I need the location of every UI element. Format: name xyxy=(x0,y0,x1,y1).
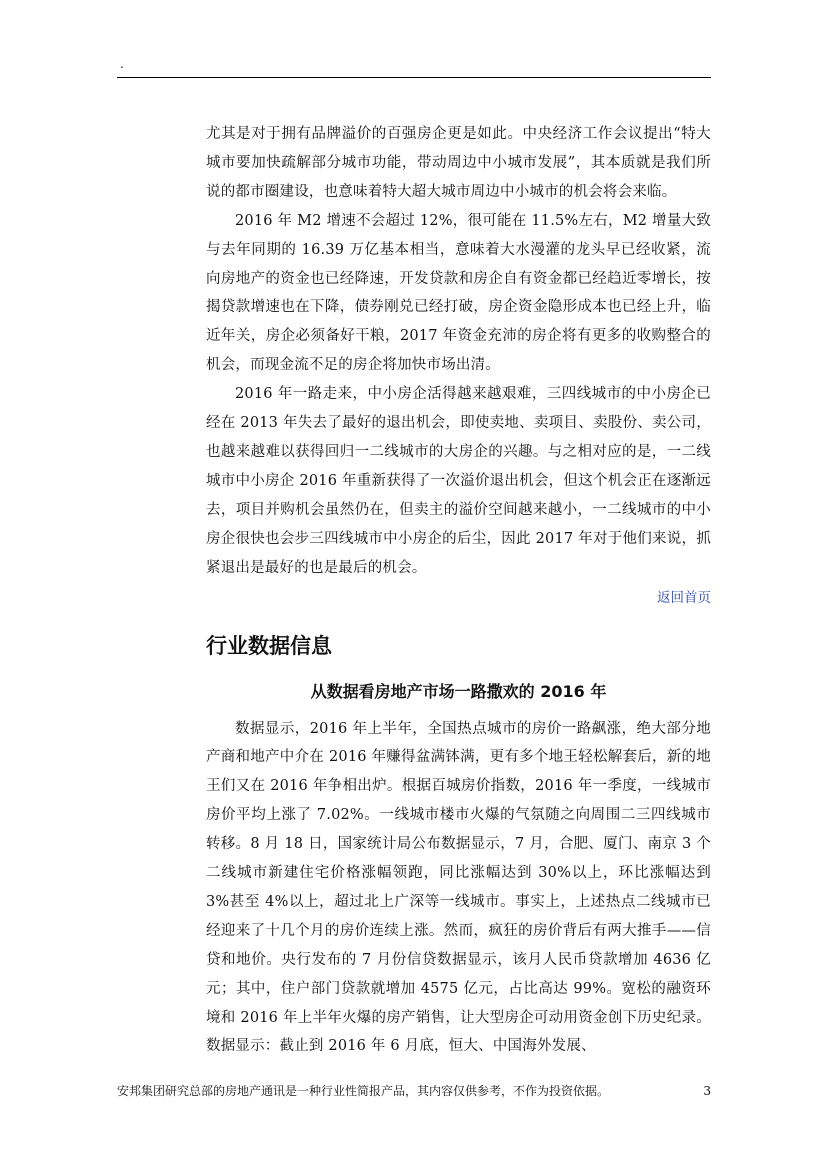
page-footer xyxy=(117,1082,711,1100)
article-paragraph: 数据显示，2016 年上半年，全国热点城市的房价一路飙涨，绝大部分地产商和地产中介在 2016 年赚得盆满钵满，更有多个地王轻松解套后，新的地王们又在 2016 年争相出炉。根据百城房价指数，2016 年一季度，一线城市房价平均上涨了 7.02%。一线城市楼市火爆的气氛随之向周围二三四线城市转移。8 月 18 日，国家统计局公布数据显示，7 月，合肥、厦门、南京 3 个二线城市新建住宅价格涨幅领跑，同比涨幅达到 30%以上，环比涨幅达到 3%甚至 4%以上，超过北上广深等一线城市。事实上，上述热点二线城市已经迎来了十几个月的房价连续上涨。然而，疯狂的房价背后有两大推手——信贷和地价。央行发布的 7 月份信贷数据显示，该月人民币贷款增加 4636 亿元；其中，住户部门贷款就增加 4575 亿元，占比高达 99%。宽松的融资环境和 2016 年上半年火爆的房产销售，让大型房企可动用资金创下历史纪录。数据显示：截止到 2016 年 6 月底，恒大、中国海外发展、 xyxy=(206,720,711,1055)
paragraph-small-developers: 2016 年一路走来，中小房企活得越来越艰难，三四线城市的中小房企已经在 2013 年失去了最好的退出机会，即使卖地、卖项目、卖股份、卖公司，也越来越难以获得回归一二线城市的大房企的兴趣。与之相对应的是，一二线城市中小房企 2016 年重新获得了一次溢价退出机会，但这个机会正在逐渐远去，项目并购机会虽然仍在，但卖主的溢价空间越来越小，一二线城市的中小房企很快也会步三四线城市中小房企的后尘，因此 2017 年对于他们来说，抓紧退出是最好的也是最后的机会。 xyxy=(206,386,711,576)
header-rule xyxy=(117,77,711,78)
header-mark: . xyxy=(120,57,124,71)
back-to-home-link[interactable]: 返回首页 xyxy=(657,589,711,606)
paragraph-m2-growth: 2016 年 M2 增速不会超过 12%，很可能在 11.5%左右，M2 增量大致与去年同期的 16.39 万亿基本相当，意味着大水漫灌的龙头早已经收紧，流向房地产的资金也已经降速，开发贷款和房企自有资金都已经趋近零增长，按揭贷款增速也在下降，债券刚兑已经打破，房企资金隐形成本也已经上升，临近年关，房企必须备好干粮，2017 年资金充沛的房企将有更多的收购整合的机会，而现金流不足的房企将加快市场出清。 xyxy=(206,212,711,374)
section-title: 行业数据信息 xyxy=(206,633,332,658)
page-number: 3 xyxy=(703,1084,711,1098)
paragraph-continuation: 尤其是对于拥有品牌溢价的百强房企更是如此。中央经济工作会议提出“特大城市要加快疏解部分城市功能，带动周边中小城市发展”，其本质就是我们所说的都市圈建设，也意味着特大超大城市周边中小城市的机会将会来临。 xyxy=(206,126,711,200)
page-content xyxy=(206,120,711,1061)
footer-disclaimer: 安邦集团研究总部的房地产通讯是一种行业性简报产品，其内容仅供参考，不作为投资依据。 xyxy=(117,1084,610,1098)
article-title: 从数据看房地产市场一路撒欢的 2016 年 xyxy=(310,681,607,701)
